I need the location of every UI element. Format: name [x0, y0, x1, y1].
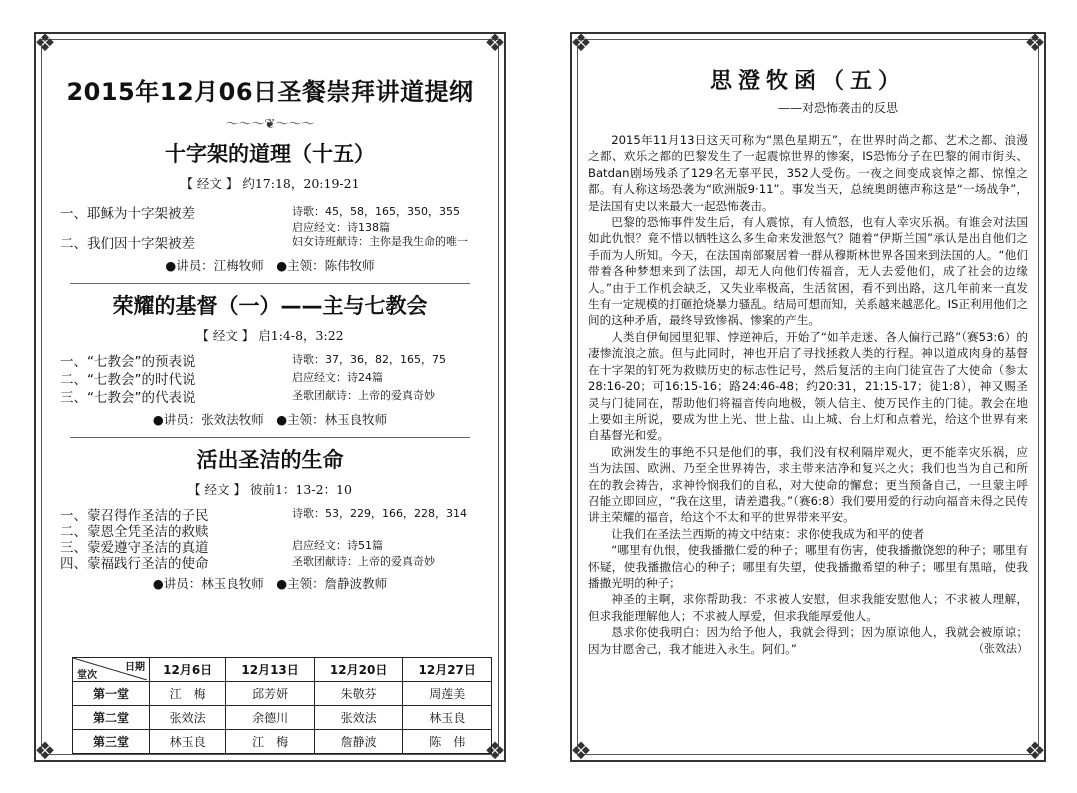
- table-cell: 张效法: [314, 706, 403, 730]
- divider: [70, 437, 470, 438]
- hymn-info: 诗歌：53，229，166，228，314: [292, 507, 467, 520]
- outline-point: 一、耶稣为十字架被差: [60, 206, 195, 222]
- letter-body: [588, 132, 1028, 657]
- letter-subtitle: ——对恐怖袭击的反思: [777, 101, 898, 115]
- paragraph: 2015年11月13日这天可称为“黑色星期五”，在世界时尚之都、艺术之都、浪漫之都、欢乐之都的巴黎发生了一起震惊世界的惨案，IS恐怖分子在巴黎的闹市街头、Batdan剧场残杀了129名无辜平民，352人受伤。一夜之间变成哀悼之都、惊惶之都。有人称这场恐袭为“欧洲版9·11”。事发当天，总统奥朗德声称这是“一场战争”，是法国有史以来最大一起恐怖袭击。: [588, 133, 1028, 213]
- paragraph: 巴黎的恐怖事件发生后，有人震惊，有人愤怒，也有人幸灾乐祸。有谁会对法国如此仇恨？竟不惜以牺牲这么多生命来发泄怒气？随着“伊斯兰国”承认是出自他们之手而为人所知。今天，在法国南部聚居着一群从穆斯林世界各国来到法国的人。“他们带着各种梦想来到了法国，却无人向他们传福音，无人去爱他们，成了社会的边缘人。”由于工作机会缺乏，又失业率极高，生活贫困，看不到出路，这几年前来一直发生有一定规模的打砸抢烧暴力骚乱。结局可想而知，关系越来越恶化。IS正利用他们之间的这种矛盾，最终导致惨祸、惨案的产生。: [588, 215, 1028, 328]
- author-signature: （张效法）: [973, 641, 1028, 655]
- outline-point: 二、蒙恩全凭圣洁的救赎: [60, 524, 209, 540]
- scripture-ref: 【 经文 】 启1:4-8，3:22: [196, 328, 344, 343]
- scripture-ref: 【 经文 】 约17:18，20:19-21: [180, 176, 360, 191]
- service-label: 第二堂: [73, 706, 150, 730]
- table-cell: 詹静波: [314, 730, 403, 754]
- table-header-date: 12月27日: [403, 658, 492, 682]
- paragraph: 让我们在圣法兰西斯的祷文中结束：求你使我成为和平的使者: [611, 526, 925, 541]
- corner-ornament-icon: ❖: [484, 737, 506, 765]
- sermon-title: 荣耀的基督（一）——主与七教会: [112, 294, 428, 318]
- schedule-table: [72, 657, 492, 754]
- corner-ornament-icon: ❖: [34, 29, 56, 57]
- corner-ornament-icon: ❖: [1024, 737, 1046, 765]
- hymn-info: 启应经文：诗24篇: [292, 371, 383, 384]
- paragraph: “哪里有仇恨，使我播撒仁爱的种子；哪里有伤害，使我播撒饶恕的种子；哪里有怀疑，使我播撒信心的种子；哪里有失望，使我播撒希望的种子；哪里有黑暗，使我播撒光明的种子；: [588, 543, 1028, 590]
- hymn-info: 诗歌：37，36，82，165，75: [292, 353, 446, 366]
- table-cell: 张效法: [150, 706, 226, 730]
- outline-point: 一、蒙召得作圣洁的子民: [60, 508, 209, 524]
- sermon-title: 活出圣洁的生命: [196, 448, 344, 472]
- paragraph: [588, 624, 1028, 657]
- table-row: [73, 706, 492, 730]
- paragraph: 神圣的主啊，求你帮助我：不求被人安慰，但求我能安慰他人；不求被人理解，但求我能理解他人；不求被人厚爱，但求我能厚爱他人。: [588, 592, 1028, 623]
- table-cell: 陈 伟: [403, 730, 492, 754]
- table-corner-date: 日期: [125, 662, 145, 673]
- hymn-info: 圣歌团献诗：上帝的爱真奇妙: [292, 555, 435, 568]
- table-cell: 林玉良: [150, 730, 226, 754]
- speaker-leader: ●讲员：张效法牧师 ●主领：林玉良牧师: [152, 412, 388, 427]
- table-cell: 朱敬芬: [314, 682, 403, 706]
- corner-ornament-icon: ❖: [570, 737, 592, 765]
- sermon-section: [50, 290, 490, 438]
- table-corner-service: 堂次: [77, 670, 97, 681]
- table-row: [73, 658, 492, 682]
- hymn-info: 妇女诗班献诗：主你是我生命的唯一: [292, 235, 468, 248]
- hymn-info: 诗歌：45，58，165，350，355: [292, 205, 460, 218]
- divider: [70, 283, 470, 284]
- right-panel: [570, 29, 1046, 765]
- flourish-divider-icon: ～～～❦～～～: [225, 117, 315, 132]
- sermon-title: 十字架的道理（十五）: [165, 142, 375, 166]
- service-label: 第三堂: [73, 730, 150, 754]
- table-corner-cell: [73, 658, 150, 682]
- table-row: [73, 682, 492, 706]
- table-cell: 江 梅: [150, 682, 226, 706]
- outline-point: 二、我们因十字架被差: [60, 236, 195, 252]
- corner-ornament-icon: ❖: [34, 737, 56, 765]
- table-header-date: 12月20日: [314, 658, 403, 682]
- outline-point: 四、蒙福践行圣洁的使命: [60, 556, 209, 572]
- paragraph: 人类自伊甸园里犯罪、悖逆神后，开始了“如羊走迷、各人偏行己路”（赛53:6）的凄惨流浪之旅。但与此同时，神也开启了寻找拯救人类的行程。神以道成肉身的基督在十字架的钉死为救赎历史的标志性记号，然后复活的主向门徒宣告了大使命（参太28:16-20；可16:15-16；路24:46-48；约20:31，21:15-17；徒1:8），神又赐圣灵与门徒同在，帮助他们将福音传向地极，领人信主、使万民作主的门徒。教会在地上要如主所说，要成为世上光、世上盐、山上城、台上灯和点着光，给这个世界有来自基督光和爱。: [588, 329, 1028, 443]
- sermon-section: [50, 138, 490, 284]
- table-cell: 林玉良: [403, 706, 492, 730]
- left-panel: [34, 29, 506, 765]
- letter-title: 思澄牧函（五）: [709, 68, 906, 94]
- sermon-section: [50, 444, 490, 592]
- corner-ornament-icon: ❖: [1024, 29, 1046, 57]
- corner-ornament-icon: ❖: [570, 29, 592, 57]
- hymn-info: 启应经文：诗51篇: [292, 539, 383, 552]
- table-header-date: 12月6日: [150, 658, 226, 682]
- table-cell: 邱芳妍: [226, 682, 315, 706]
- outline-point: 三、“七教会”的代表说: [60, 390, 196, 406]
- table-cell: 余德川: [226, 706, 315, 730]
- speaker-leader: ●讲员：林玉良牧师 ●主领：詹静波教师: [152, 576, 388, 591]
- outline-point: 三、蒙爱遵守圣洁的真道: [60, 540, 209, 556]
- table-cell: 江 梅: [226, 730, 315, 754]
- corner-ornament-icon: ❖: [484, 29, 506, 57]
- hymn-info: 圣歌团献诗：上帝的爱真奇妙: [292, 389, 435, 402]
- table-cell: 周莲美: [403, 682, 492, 706]
- speaker-leader: ●讲员：江梅牧师 ●主领：陈伟牧师: [165, 258, 375, 273]
- service-label: 第一堂: [73, 682, 150, 706]
- outline-point: 二、“七教会”的时代说: [60, 372, 196, 388]
- paragraph: 欧洲发生的事绝不只是他们的事，我们没有权利隔岸观火，更不能幸灾乐祸，应当为法国、欧洲、乃至全世界祷告，求主带来洁净和复兴之火；我们也当为自己和所在的教会祷告，求神怜悯我们的自私，对大使命的懈怠；更当预备自己，一旦蒙主呼召能立即回应，“我在这里，请差遣我。”（赛6:8）我们要用爱的行动向福音未得之民传讲主荣耀的福音，给这个不太和平的世界带来平安。: [588, 444, 1028, 525]
- hymn-info: 启应经文：诗138篇: [292, 221, 390, 234]
- outline-point: 一、“七教会”的预表说: [60, 354, 196, 370]
- page-title: 2015年12月06日圣餐崇拜讲道提纲: [66, 78, 474, 106]
- scripture-ref: 【 经文 】 彼前1：13-2：10: [188, 482, 352, 497]
- table-row: [73, 730, 492, 754]
- table-header-date: 12月13日: [226, 658, 315, 682]
- paragraph-text: 恳求你使我明白：因为给予他人，我就会得到；因为原谅他人，我就会被原谅；因为甘愿舍己，我才能进入永生。阿们。”: [588, 625, 1028, 656]
